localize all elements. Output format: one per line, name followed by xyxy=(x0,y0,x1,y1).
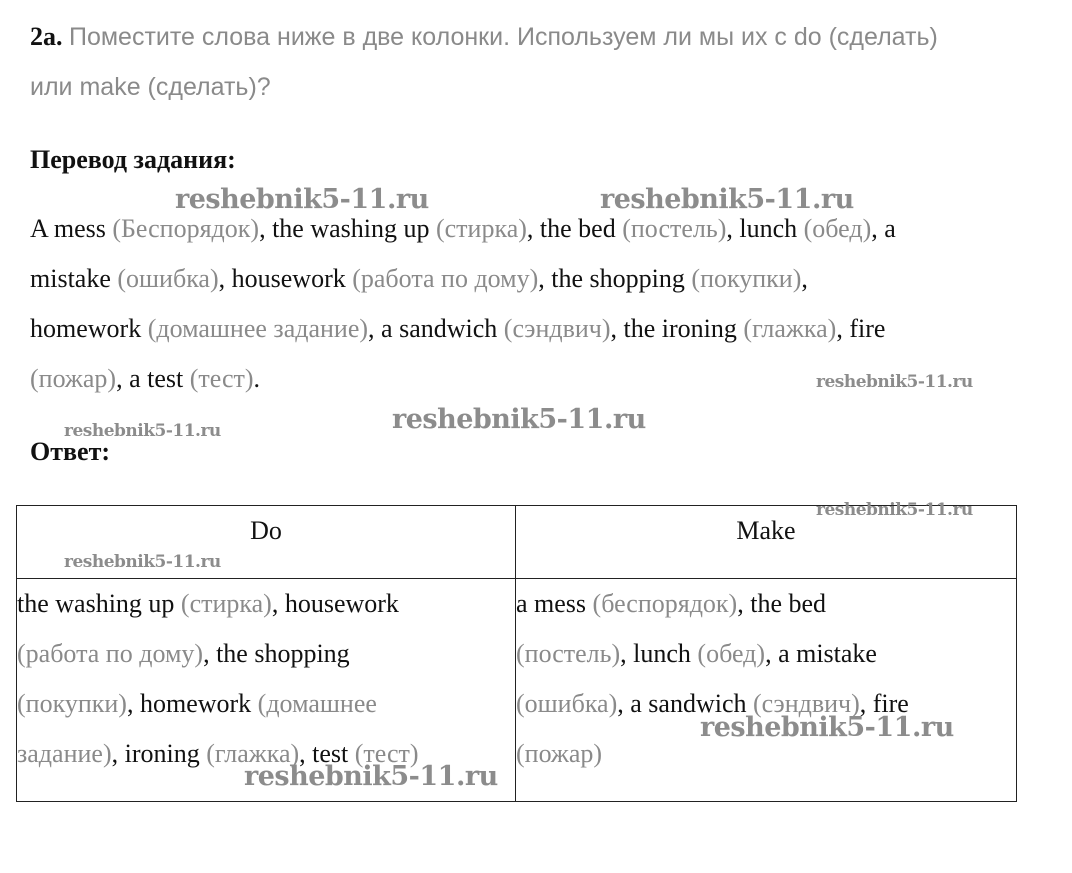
translation-gloss: (постель) xyxy=(622,214,727,243)
translation-heading: Перевод задания: xyxy=(30,145,236,174)
english-phrase: , a mistake xyxy=(765,639,877,668)
answer-heading: Ответ: xyxy=(30,437,111,466)
watermark: reshebnik5-11.ru xyxy=(600,184,854,215)
translation-gloss: (работа по дому) xyxy=(352,264,539,293)
english-phrase: , the shopping xyxy=(203,639,350,668)
english-phrase: , the bed xyxy=(526,214,623,243)
english-phrase: , a sandwich xyxy=(368,314,504,343)
translation-line xyxy=(30,364,260,394)
header-make: Make xyxy=(516,506,1017,579)
translation-gloss: (сэндвич) xyxy=(753,689,860,718)
task-number: 2a. xyxy=(30,22,63,51)
translation-gloss: (ошибка) xyxy=(516,689,618,718)
english-phrase: , ironing xyxy=(111,739,207,768)
english-phrase: , xyxy=(801,264,808,293)
cell-line xyxy=(17,629,515,679)
watermark: reshebnik5-11.ru xyxy=(700,712,954,743)
translation-line xyxy=(30,264,808,294)
translation-gloss: (ошибка) xyxy=(117,264,219,293)
english-phrase: , test xyxy=(299,739,355,768)
translation-gloss: (пожар) xyxy=(516,739,603,768)
watermark: reshebnik5-11.ru xyxy=(392,404,646,435)
translation-gloss: (тест) xyxy=(354,739,419,768)
english-phrase: , housework xyxy=(218,264,353,293)
english-phrase: , lunch xyxy=(726,214,804,243)
english-phrase: , the bed xyxy=(737,589,827,618)
translation-gloss: (тест) xyxy=(189,364,254,393)
header-do: Do xyxy=(17,506,516,579)
translation-gloss: (глажка) xyxy=(206,739,300,768)
cell-line xyxy=(516,579,1016,629)
table-row xyxy=(17,579,1017,802)
translation-gloss: (работа по дому) xyxy=(17,639,204,668)
english-phrase: , a test xyxy=(116,364,190,393)
translation-gloss: (покупки) xyxy=(17,689,127,718)
task-line-1 xyxy=(30,22,938,52)
translation-gloss: (Беспорядок) xyxy=(112,214,260,243)
translation-gloss: (домашнее задание) xyxy=(147,314,369,343)
translation-gloss: (покупки) xyxy=(691,264,802,293)
translation-gloss: (пожар) xyxy=(30,364,117,393)
translation-line xyxy=(30,314,885,344)
answer-table xyxy=(16,505,1017,802)
translation-line xyxy=(30,214,896,244)
cell-line xyxy=(17,579,515,629)
english-phrase: , fire xyxy=(859,689,909,718)
english-phrase: , a xyxy=(871,214,896,243)
english-phrase: , lunch xyxy=(620,639,698,668)
english-phrase: mistake xyxy=(30,264,118,293)
translation-gloss: (обед) xyxy=(803,214,872,243)
watermark: reshebnik5-11.ru xyxy=(816,372,973,392)
task-line-2: или make (сделать)? xyxy=(30,73,271,101)
english-phrase: , housework xyxy=(271,589,399,618)
cell-line xyxy=(516,629,1016,679)
english-phrase: the washing up xyxy=(17,589,181,618)
english-phrase: , the washing up xyxy=(259,214,436,243)
english-phrase: , the ironing xyxy=(610,314,744,343)
watermark: reshebnik5-11.ru xyxy=(175,184,429,215)
cell-line xyxy=(17,679,515,729)
make-cell xyxy=(516,579,1017,802)
translation-gloss: (глажка) xyxy=(743,314,837,343)
watermark: reshebnik5-11.ru xyxy=(64,421,221,441)
task-text-1: Поместите слова ниже в две колонки. Используем ли мы их с do (сделать) xyxy=(69,23,938,51)
english-phrase: a mess xyxy=(516,589,593,618)
english-phrase: . xyxy=(253,364,261,393)
english-phrase: , a sandwich xyxy=(617,689,754,718)
english-phrase: , fire xyxy=(836,314,886,343)
translation-gloss: (постель) xyxy=(516,639,621,668)
translation-gloss: (обед) xyxy=(697,639,766,668)
watermark: reshebnik5-11.ru xyxy=(816,500,973,520)
english-phrase: A mess xyxy=(30,214,113,243)
translation-gloss: (стирка) xyxy=(435,214,527,243)
translation-gloss: (домашнее xyxy=(257,689,377,718)
english-phrase: , homework xyxy=(126,689,258,718)
translation-gloss: (беспорядок) xyxy=(592,589,738,618)
translation-gloss: (сэндвич) xyxy=(503,314,611,343)
watermark: reshebnik5-11.ru xyxy=(244,761,498,792)
translation-gloss: (стирка) xyxy=(180,589,272,618)
english-phrase: , the shopping xyxy=(538,264,692,293)
english-phrase: homework xyxy=(30,314,148,343)
translation-gloss: задание) xyxy=(17,739,112,768)
watermark: reshebnik5-11.ru xyxy=(64,552,221,572)
